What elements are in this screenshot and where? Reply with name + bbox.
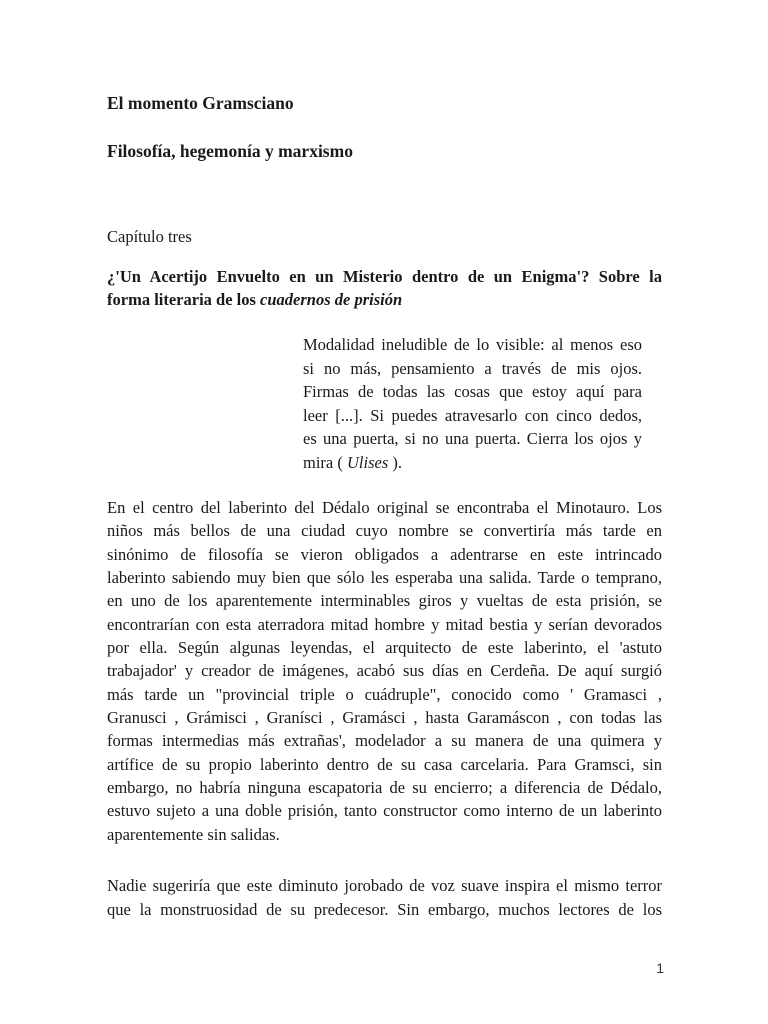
paragraph-line: En el centro del laberinto del Dédalo original se encontraba el Minotauro. Los [107, 498, 662, 517]
page-number: 1 [656, 960, 664, 976]
paragraph-line: trabajador' y creador de imágenes, acabó sus días en Cerdeña. De aquí surgió [107, 661, 662, 681]
epigraph-text: mira ( [303, 452, 347, 472]
paragraph-line: niños más bellos de una ciudad cuyo nombre se convertiría más tarde en [107, 521, 662, 541]
paragraph-line: artífice de su propio laberinto dentro de su casa carcelaria. Para Gramsci, sin [107, 754, 662, 774]
paragraph-line: por ella. Según algunas leyendas, el arquitecto de este laberinto, el 'astuto [107, 638, 662, 658]
epigraph-line: Modalidad ineludible de lo visible: al menos eso [303, 335, 642, 354]
chapter-heading-line [107, 289, 662, 312]
epigraph-line: leer [...]. Si puedes atravesarlo con cinco dedos, [303, 405, 642, 425]
chapter-heading-italic: cuadernos de prisión [260, 289, 403, 309]
paragraph-line: embargo, no habría ninguna escapatoria de su encierro; a diferencia de Dédalo, [107, 778, 662, 798]
chapter-heading-line: ¿'Un Acertijo Envuelto en un Misterio dentro de un Enigma'? Sobre la [107, 267, 662, 286]
document-title: El momento Gramsciano [107, 93, 294, 113]
chapter-heading-text: forma literaria de los [107, 289, 261, 309]
paragraph-line: Granusci , Grámisci , Granísci , Gramásci , hasta Garamáscon , con todas las [107, 708, 662, 728]
body-paragraph-1 [107, 496, 662, 846]
chapter-heading [107, 266, 662, 311]
paragraph-line: aparentemente sin salidas. [107, 824, 280, 844]
epigraph-text: ). [388, 452, 402, 472]
epigraph-line: si no más, pensamiento a través de mis ojos. [303, 358, 642, 378]
epigraph-line: es una puerta, si no una puerta. Cierra los ojos y [303, 429, 642, 448]
paragraph-line: más tarde un "provincial triple o cuádruple", conocido como ' Gramasci , [107, 684, 662, 704]
paragraph-line: que la monstruosidad de su predecesor. Sin embargo, muchos lectores de los [107, 899, 662, 919]
epigraph-italic: Ulises [346, 452, 389, 472]
epigraph-line: Firmas de todas las cosas que estoy aquí para [303, 382, 642, 401]
body-paragraph-2 [107, 874, 662, 921]
paragraph-line: formas intermedias más extrañas', modelador a su manera de una quimera y [107, 731, 662, 751]
paragraph-line: sinónimo de filosofía se vieron obligados a adentrarse en este intrincado [107, 544, 662, 564]
document-subtitle: Filosofía, hegemonía y marxismo [107, 141, 353, 161]
paragraph-line: Nadie sugeriría que este diminuto jorobado de voz suave inspira el mismo terror [107, 876, 662, 895]
paragraph-line: laberinto sabiendo muy bien que sólo les esperaba una salida. Tarde o temprano, [107, 568, 662, 588]
paragraph-line: en uno de los aparentemente interminables giros y vueltas de esta prisión, se [107, 591, 662, 611]
epigraph-quote [303, 333, 642, 474]
epigraph-line [303, 451, 642, 475]
paragraph-line: estuvo sujeto a una doble prisión, tanto constructor como interno de un laberinto [107, 801, 662, 821]
paragraph-line: encontrarían con esta aterradora mitad hombre y mitad bestia y serían devorados [107, 614, 662, 634]
chapter-label: Capítulo tres [107, 227, 192, 246]
